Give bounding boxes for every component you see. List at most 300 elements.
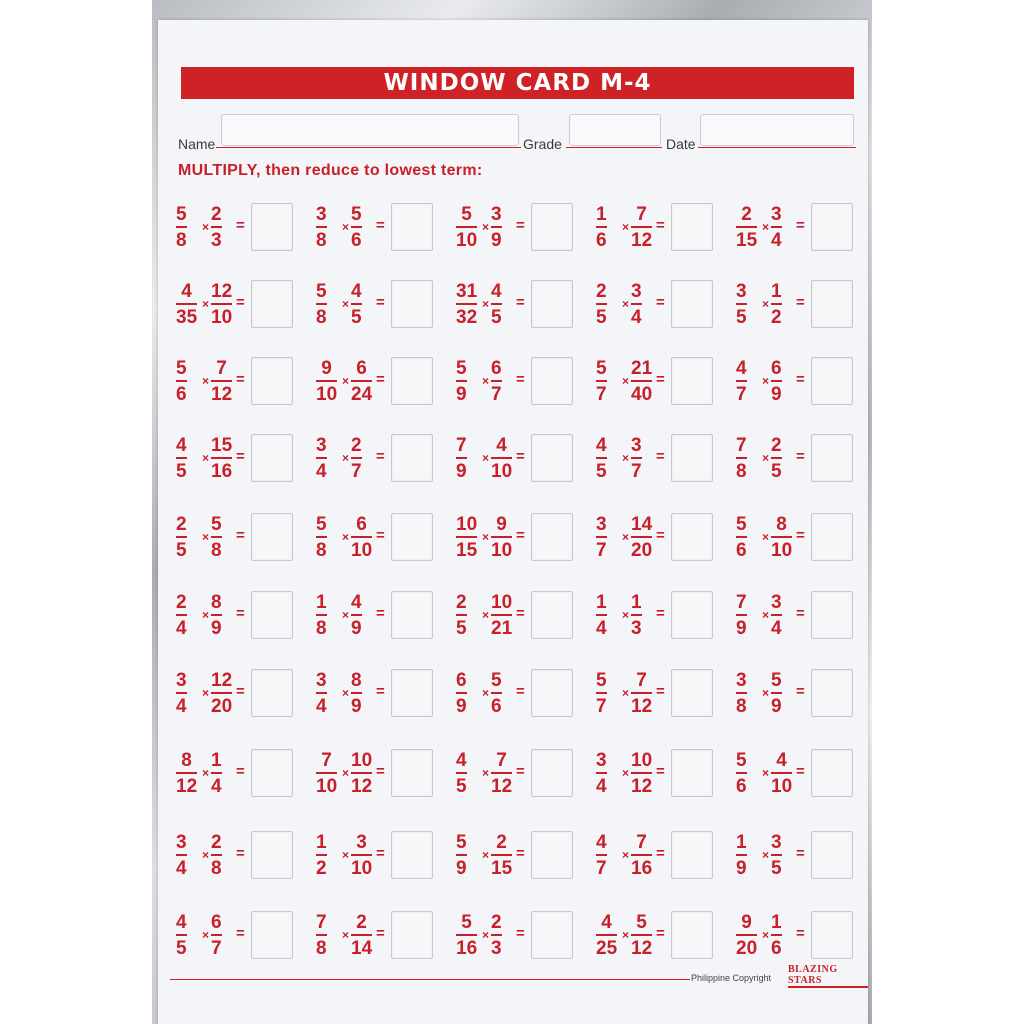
problem (736, 910, 866, 970)
fraction-bar (596, 303, 607, 305)
denominator: 4 (176, 696, 187, 717)
answer-window[interactable] (671, 203, 713, 251)
equals-sign: = (236, 527, 245, 544)
problem (736, 433, 866, 493)
fraction-bar (596, 380, 607, 382)
numerator: 3 (771, 832, 782, 853)
first-fraction (596, 910, 617, 961)
first-fraction (596, 356, 607, 407)
denominator: 3 (491, 938, 502, 959)
problem (316, 668, 446, 728)
problem (176, 748, 306, 808)
fraction-bar (456, 854, 467, 856)
denominator: 20 (631, 540, 653, 561)
fraction-bar (491, 536, 512, 538)
denominator: 3 (631, 618, 642, 639)
numerator: 31 (456, 281, 478, 302)
answer-window[interactable] (391, 203, 433, 251)
second-fraction (631, 830, 652, 881)
answer-window[interactable] (251, 911, 293, 959)
fraction-bar (176, 772, 197, 774)
answer-window[interactable] (811, 831, 853, 879)
window-card (158, 20, 868, 1024)
equals-sign: = (516, 763, 525, 780)
multiply-sign: × (202, 374, 210, 388)
problem (456, 356, 586, 416)
answer-window[interactable] (251, 434, 293, 482)
numerator: 2 (741, 204, 752, 225)
first-fraction (456, 748, 467, 799)
denominator: 9 (771, 384, 782, 405)
fraction-bar (456, 536, 477, 538)
answer-window[interactable] (811, 434, 853, 482)
fraction-bar (491, 226, 502, 228)
answer-window[interactable] (811, 203, 853, 251)
numerator: 4 (176, 435, 187, 456)
equals-sign: = (376, 217, 385, 234)
fraction-bar (351, 614, 362, 616)
fraction-bar (491, 692, 502, 694)
numerator: 3 (176, 832, 187, 853)
fraction-bar (316, 380, 337, 382)
answer-window[interactable] (531, 434, 573, 482)
first-fraction (176, 668, 187, 719)
denominator: 5 (491, 307, 502, 328)
numerator: 2 (211, 832, 222, 853)
first-fraction (316, 512, 327, 563)
denominator: 8 (211, 540, 222, 561)
fraction-bar (176, 536, 187, 538)
problem (176, 279, 306, 339)
answer-window[interactable] (671, 831, 713, 879)
problem (176, 356, 306, 416)
answer-window[interactable] (251, 357, 293, 405)
answer-window[interactable] (391, 357, 433, 405)
fraction-bar (456, 772, 467, 774)
first-fraction (596, 590, 607, 641)
equals-sign: = (236, 605, 245, 622)
problem (456, 748, 586, 808)
numerator: 2 (176, 592, 187, 613)
denominator: 10 (316, 384, 338, 405)
answer-window[interactable] (531, 911, 573, 959)
problem (316, 910, 446, 970)
problem (736, 512, 866, 572)
answer-window[interactable] (531, 669, 573, 717)
numerator: 3 (631, 281, 642, 302)
multiply-sign: × (762, 451, 770, 465)
problem (596, 356, 726, 416)
problem (176, 830, 306, 890)
problem (596, 668, 726, 728)
fraction-bar (491, 934, 502, 936)
instruction-text: MULTIPLY, then reduce to lowest term: (178, 162, 483, 179)
second-fraction (351, 279, 362, 330)
multiply-sign: × (762, 530, 770, 544)
name-label: Name (178, 136, 216, 152)
numerator: 5 (596, 670, 607, 691)
first-fraction (176, 279, 197, 330)
denominator: 16 (211, 461, 233, 482)
denominator: 4 (316, 461, 327, 482)
answer-window[interactable] (531, 831, 573, 879)
multiply-sign: × (342, 374, 350, 388)
fraction-bar (351, 772, 372, 774)
numerator: 1 (316, 592, 327, 613)
equals-sign: = (376, 763, 385, 780)
problem (736, 279, 866, 339)
numerator: 2 (496, 832, 507, 853)
multiply-sign: × (342, 451, 350, 465)
equals-sign: = (796, 763, 805, 780)
first-fraction (736, 202, 757, 253)
denominator: 7 (491, 384, 502, 405)
denominator: 10 (491, 540, 513, 561)
multiply-sign: × (762, 766, 770, 780)
problem (456, 512, 586, 572)
second-fraction (211, 279, 232, 330)
first-fraction (596, 512, 607, 563)
equals-sign: = (516, 845, 525, 862)
denominator: 7 (596, 696, 607, 717)
fraction-bar (211, 692, 232, 694)
multiply-sign: × (622, 220, 630, 234)
first-fraction (596, 279, 607, 330)
fraction-bar (771, 380, 782, 382)
equals-sign: = (376, 683, 385, 700)
multiply-sign: × (762, 686, 770, 700)
numerator: 3 (316, 204, 327, 225)
problem (596, 910, 726, 970)
problem (316, 356, 446, 416)
name-field[interactable] (221, 114, 519, 146)
numerator: 3 (596, 750, 607, 771)
numerator: 2 (356, 912, 367, 933)
denominator: 2 (316, 858, 327, 879)
multiply-sign: × (482, 686, 490, 700)
equals-sign: = (236, 763, 245, 780)
answer-window[interactable] (531, 749, 573, 797)
fraction-bar (631, 854, 652, 856)
equals-sign: = (236, 845, 245, 862)
denominator: 16 (456, 938, 478, 959)
second-fraction (631, 202, 652, 253)
answer-window[interactable] (531, 280, 573, 328)
problem (596, 433, 726, 493)
denominator: 40 (631, 384, 653, 405)
first-fraction (316, 433, 327, 484)
name-underline (216, 147, 521, 148)
multiply-sign: × (762, 848, 770, 862)
denominator: 15 (491, 858, 513, 879)
answer-window[interactable] (251, 669, 293, 717)
second-fraction (351, 433, 362, 484)
multiply-sign: × (342, 928, 350, 942)
fraction-bar (211, 303, 232, 305)
answer-window[interactable] (671, 280, 713, 328)
denominator: 6 (176, 384, 187, 405)
denominator: 5 (176, 938, 187, 959)
numerator: 1 (596, 592, 607, 613)
answer-window[interactable] (391, 831, 433, 879)
denominator: 4 (596, 618, 607, 639)
numerator: 7 (636, 670, 647, 691)
first-fraction (736, 279, 747, 330)
numerator: 5 (176, 358, 187, 379)
equals-sign: = (796, 294, 805, 311)
equals-sign: = (376, 605, 385, 622)
denominator: 10 (771, 540, 793, 561)
numerator: 14 (631, 514, 653, 535)
fraction-bar (176, 692, 187, 694)
date-field[interactable] (700, 114, 854, 146)
first-fraction (176, 830, 187, 881)
denominator: 5 (736, 307, 747, 328)
fraction-bar (176, 854, 187, 856)
multiply-sign: × (762, 220, 770, 234)
denominator: 4 (596, 776, 607, 797)
second-fraction (491, 279, 502, 330)
answer-window[interactable] (671, 434, 713, 482)
numerator: 4 (181, 281, 192, 302)
numerator: 5 (491, 670, 502, 691)
denominator: 5 (176, 540, 187, 561)
fraction-bar (316, 226, 327, 228)
answer-window[interactable] (811, 280, 853, 328)
equals-sign: = (376, 448, 385, 465)
numerator: 1 (316, 832, 327, 853)
multiply-sign: × (342, 297, 350, 311)
numerator: 3 (176, 670, 187, 691)
denominator: 21 (491, 618, 513, 639)
denominator: 20 (211, 696, 233, 717)
denominator: 4 (176, 618, 187, 639)
answer-window[interactable] (531, 357, 573, 405)
second-fraction (491, 202, 502, 253)
answer-window[interactable] (391, 911, 433, 959)
denominator: 9 (211, 618, 222, 639)
fraction-bar (596, 226, 607, 228)
answer-window[interactable] (391, 513, 433, 561)
equals-sign: = (656, 683, 665, 700)
second-fraction (211, 748, 222, 799)
multiply-sign: × (622, 766, 630, 780)
fraction-bar (211, 536, 222, 538)
equals-sign: = (656, 371, 665, 388)
answer-window[interactable] (531, 591, 573, 639)
denominator: 5 (351, 307, 362, 328)
answer-window[interactable] (251, 749, 293, 797)
second-fraction (351, 590, 362, 641)
answer-window[interactable] (391, 434, 433, 482)
fraction-bar (736, 854, 747, 856)
answer-window[interactable] (671, 749, 713, 797)
answer-window[interactable] (811, 591, 853, 639)
grade-field[interactable] (569, 114, 661, 146)
fraction-bar (456, 457, 467, 459)
fraction-bar (771, 536, 792, 538)
answer-window[interactable] (671, 513, 713, 561)
answer-window[interactable] (671, 591, 713, 639)
numerator: 4 (736, 358, 747, 379)
multiply-sign: × (482, 451, 490, 465)
fraction-bar (176, 226, 187, 228)
answer-window[interactable] (531, 513, 573, 561)
fraction-bar (736, 457, 747, 459)
denominator: 9 (456, 696, 467, 717)
numerator: 5 (736, 750, 747, 771)
second-fraction (491, 590, 512, 641)
fraction-bar (736, 692, 747, 694)
fraction-bar (736, 380, 747, 382)
equals-sign: = (376, 925, 385, 942)
equals-sign: = (796, 527, 805, 544)
numerator: 3 (491, 204, 502, 225)
denominator: 7 (596, 384, 607, 405)
answer-window[interactable] (251, 591, 293, 639)
answer-window[interactable] (251, 513, 293, 561)
answer-window[interactable] (671, 669, 713, 717)
answer-window[interactable] (671, 357, 713, 405)
problem (736, 830, 866, 890)
fraction-bar (491, 772, 512, 774)
numerator: 1 (771, 281, 782, 302)
second-fraction (631, 279, 642, 330)
problem (456, 279, 586, 339)
equals-sign: = (516, 448, 525, 465)
problem (316, 748, 446, 808)
first-fraction (456, 202, 477, 253)
answer-window[interactable] (811, 749, 853, 797)
multiply-sign: × (762, 297, 770, 311)
denominator: 9 (736, 858, 747, 879)
answer-window[interactable] (811, 911, 853, 959)
first-fraction (596, 433, 607, 484)
answer-window[interactable] (811, 357, 853, 405)
numerator: 3 (771, 204, 782, 225)
equals-sign: = (236, 448, 245, 465)
second-fraction (771, 668, 782, 719)
multiply-sign: × (482, 608, 490, 622)
problem (736, 748, 866, 808)
numerator: 3 (316, 670, 327, 691)
numerator: 3 (771, 592, 782, 613)
second-fraction (631, 512, 652, 563)
denominator: 3 (211, 230, 222, 251)
first-fraction (176, 202, 187, 253)
fraction-bar (631, 614, 642, 616)
numerator: 5 (456, 832, 467, 853)
denominator: 4 (631, 307, 642, 328)
denominator: 14 (351, 938, 373, 959)
equals-sign: = (236, 371, 245, 388)
denominator: 9 (736, 618, 747, 639)
fraction-bar (631, 536, 652, 538)
numerator: 15 (211, 435, 233, 456)
multiply-sign: × (202, 530, 210, 544)
problem (456, 433, 586, 493)
fraction-bar (631, 457, 642, 459)
denominator: 7 (631, 461, 642, 482)
second-fraction (631, 748, 652, 799)
fraction-bar (211, 457, 232, 459)
problem (176, 590, 306, 650)
answer-window[interactable] (251, 203, 293, 251)
denominator: 6 (736, 776, 747, 797)
fraction-bar (631, 303, 642, 305)
problem (316, 202, 446, 262)
numerator: 7 (636, 832, 647, 853)
denominator: 35 (176, 307, 198, 328)
denominator: 20 (736, 938, 758, 959)
answer-window[interactable] (391, 669, 433, 717)
answer-window[interactable] (671, 911, 713, 959)
denominator: 32 (456, 307, 478, 328)
denominator: 7 (736, 384, 747, 405)
fraction-bar (176, 380, 187, 382)
grade-label: Grade (523, 136, 562, 152)
fraction-bar (351, 457, 362, 459)
denominator: 9 (771, 696, 782, 717)
fraction-bar (771, 772, 792, 774)
fraction-bar (596, 692, 607, 694)
answer-window[interactable] (251, 831, 293, 879)
problem (596, 590, 726, 650)
second-fraction (631, 590, 642, 641)
numerator: 5 (736, 514, 747, 535)
denominator: 4 (771, 230, 782, 251)
fraction-bar (316, 536, 327, 538)
equals-sign: = (796, 925, 805, 942)
numerator: 5 (316, 281, 327, 302)
first-fraction (456, 279, 477, 330)
multiply-sign: × (342, 608, 350, 622)
answer-window[interactable] (391, 749, 433, 797)
answer-window[interactable] (391, 591, 433, 639)
denominator: 5 (596, 307, 607, 328)
answer-window[interactable] (391, 280, 433, 328)
numerator: 4 (496, 435, 507, 456)
numerator: 8 (211, 592, 222, 613)
multiply-sign: × (622, 608, 630, 622)
answer-window[interactable] (811, 513, 853, 561)
answer-window[interactable] (531, 203, 573, 251)
second-fraction (491, 356, 502, 407)
denominator: 9 (456, 858, 467, 879)
numerator: 7 (316, 912, 327, 933)
fraction-bar (771, 854, 782, 856)
date-label: Date (666, 136, 696, 152)
equals-sign: = (516, 527, 525, 544)
second-fraction (351, 910, 372, 961)
numerator: 6 (356, 514, 367, 535)
denominator: 6 (596, 230, 607, 251)
fraction-bar (316, 854, 327, 856)
numerator: 2 (351, 435, 362, 456)
fraction-bar (631, 934, 652, 936)
second-fraction (771, 433, 782, 484)
numerator: 3 (736, 281, 747, 302)
second-fraction (351, 512, 372, 563)
denominator: 8 (316, 307, 327, 328)
problem (176, 668, 306, 728)
answer-window[interactable] (811, 669, 853, 717)
first-fraction (456, 668, 467, 719)
first-fraction (316, 202, 327, 253)
denominator: 12 (631, 696, 653, 717)
numerator: 4 (596, 435, 607, 456)
answer-window[interactable] (251, 280, 293, 328)
